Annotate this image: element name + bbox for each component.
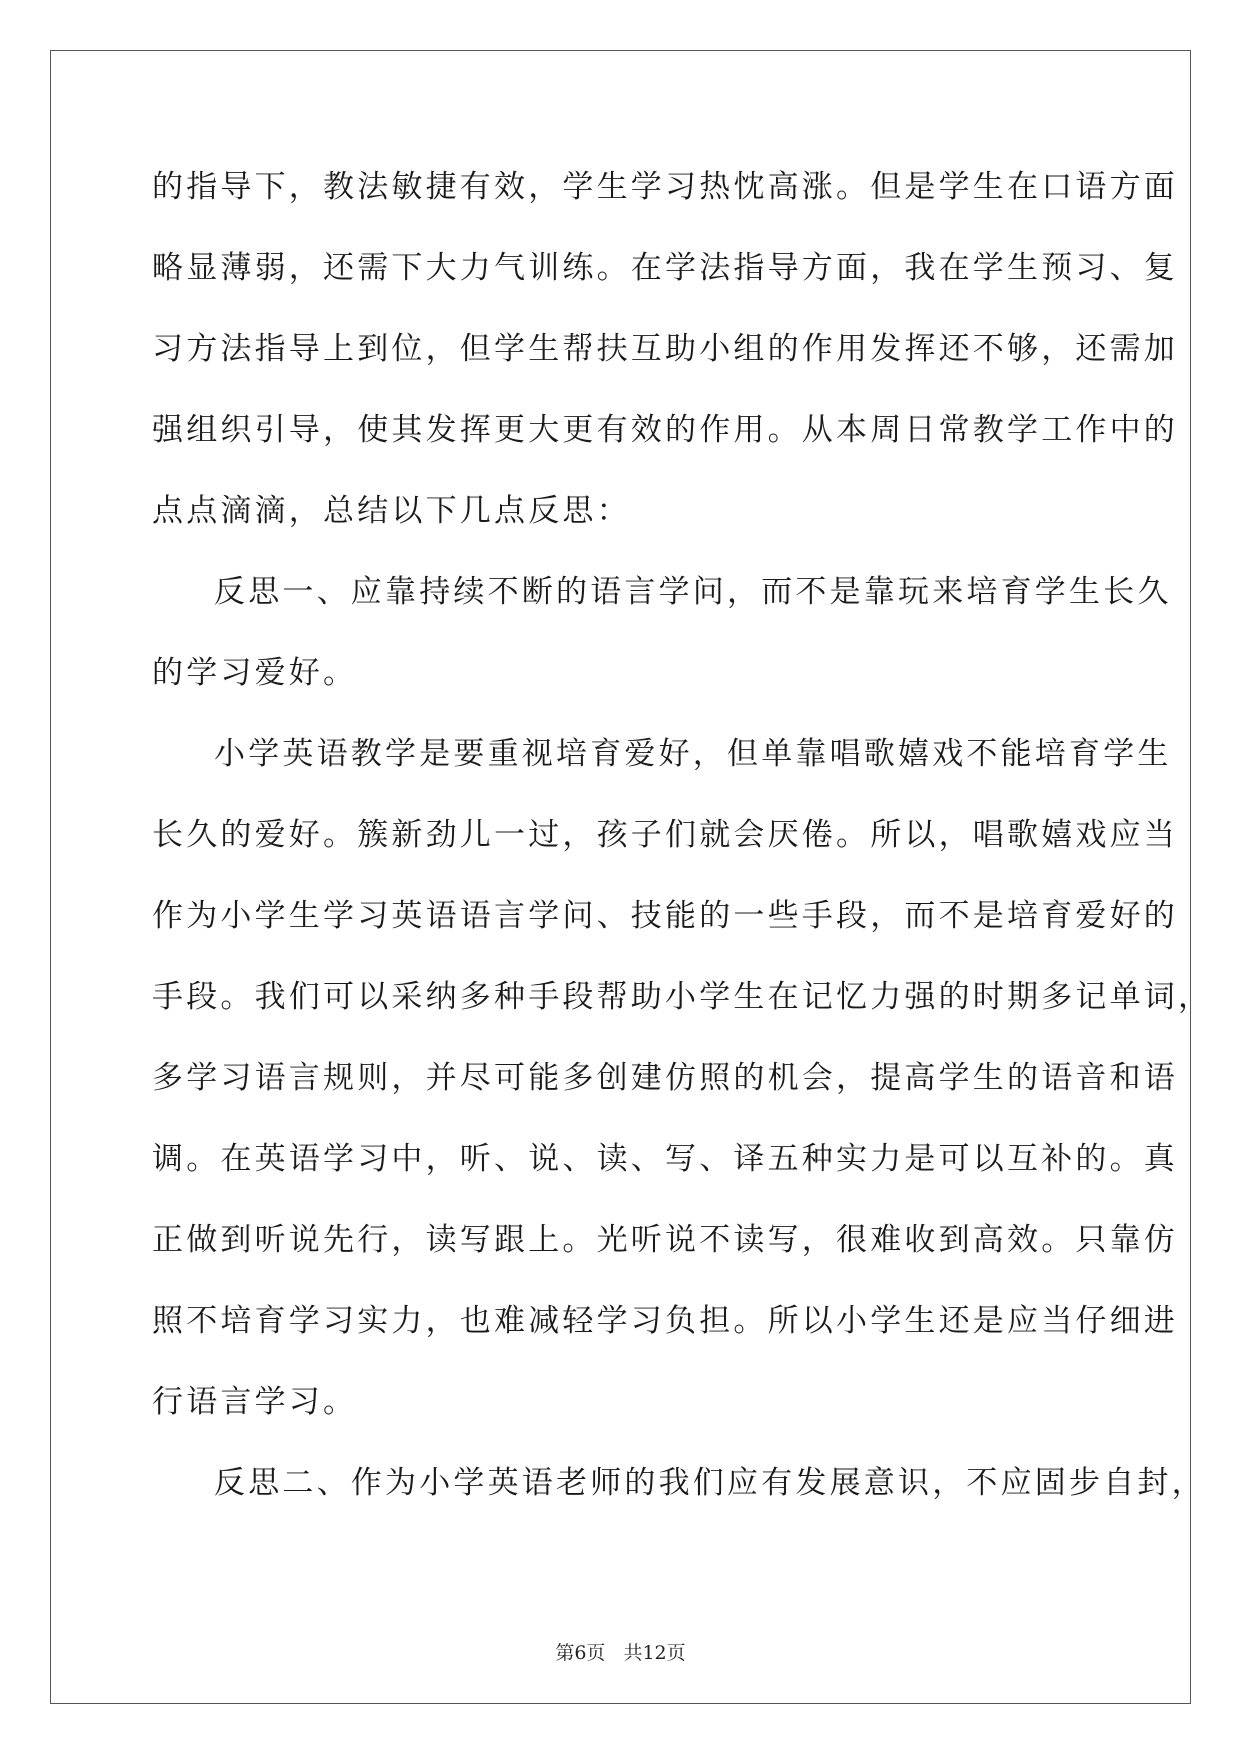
text-line: 反思二、作为小学英语老师的我们应有发展意识，不应固步自封， [214,1465,1206,1501]
page-total: 共12页 [623,1642,686,1664]
text-line: 多学习语言规则，并尽可能多创建仿照的机会，提高学生的语音和语 [152,1060,1178,1096]
text-line: 反思一、应靠持续不断的语言学问，而不是靠玩来培育学生长久 [214,574,1172,610]
text-line: 作为小学生学习英语语言学问、技能的一些手段，而不是培育爱好的 [152,898,1178,934]
text-line: 的学习爱好。 [152,655,358,691]
text-line: 行语言学习。 [152,1384,358,1420]
text-line: 的指导下，教法敏捷有效，学生学习热忱高涨。但是学生在口语方面 [152,169,1178,205]
document-body [152,160,1213,1537]
text-line: 略显薄弱，还需下大力气训练。在学法指导方面，我在学生预习、复 [152,250,1178,286]
text-line: 手段。我们可以采纳多种手段帮助小学生在记忆力强的时期多记单词， [152,979,1213,1015]
text-line: 调。在英语学习中，听、说、读、写、译五种实力是可以互补的。真 [152,1141,1178,1177]
text-line: 习方法指导上到位，但学生帮扶互助小组的作用发挥还不够，还需加 [152,331,1178,367]
text-line: 照不培育学习实力，也难减轻学习负担。所以小学生还是应当仔细进 [152,1303,1178,1339]
text-line: 强组织引导，使其发挥更大更有效的作用。从本周日常教学工作中的 [152,412,1178,448]
page-footer [0,1638,1241,1665]
text-line: 点点滴滴，总结以下几点反思： [152,493,631,529]
text-line: 长久的爱好。簇新劲儿一过，孩子们就会厌倦。所以，唱歌嬉戏应当 [152,817,1178,853]
text-line: 小学英语教学是要重视培育爱好，但单靠唱歌嬉戏不能培育学生 [214,736,1172,772]
text-line: 正做到听说先行，读写跟上。光听说不读写，很难收到高效。只靠仿 [152,1222,1178,1258]
page-number: 第6页 [555,1642,606,1664]
